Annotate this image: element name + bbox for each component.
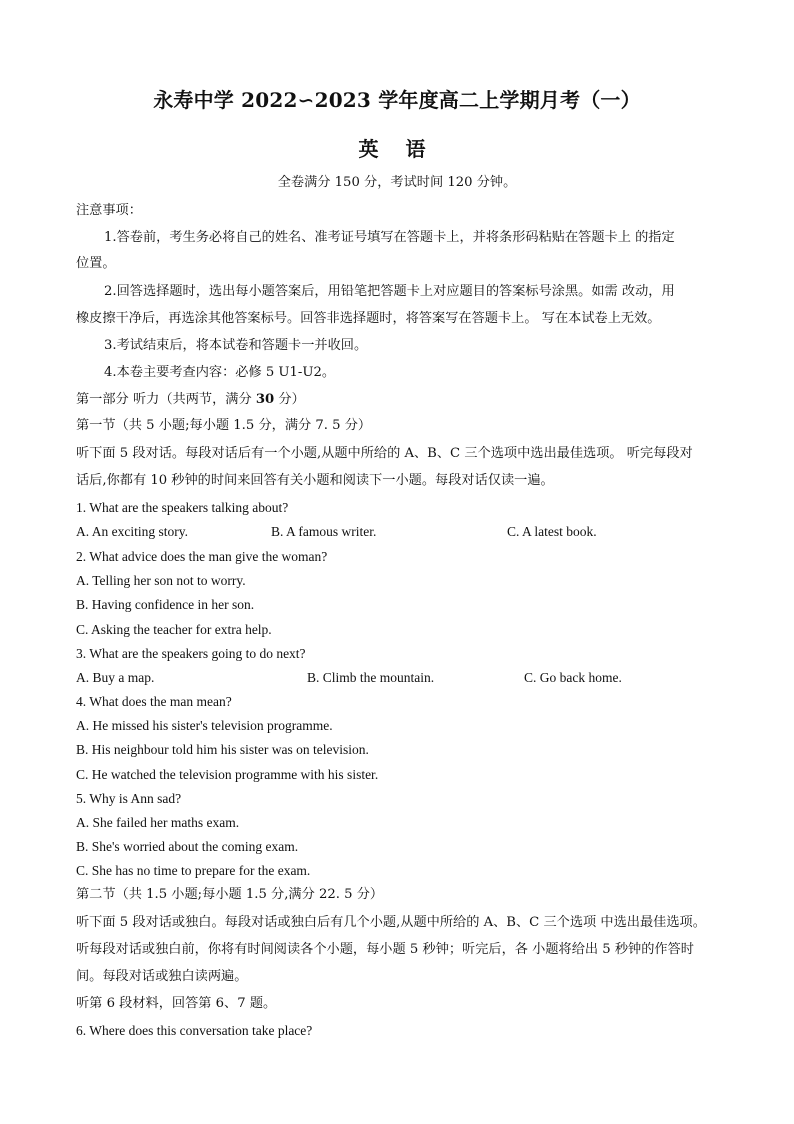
note-item-2-line-2: 橡皮擦干净后，再选涂其他答案标号。回答非选择题时，将答案写在答题卡上。 写在本试卷上无效。 — [76, 311, 661, 326]
section1-instruction-line-2: 话后,你都有 10 秒钟的时间来回答有关小题和阅读下一小题。每段对话仅读一遍。 — [76, 473, 554, 488]
question-1-option-c: C. A latest book. — [507, 524, 597, 539]
question-3-option-c: C. Go back home. — [524, 670, 622, 685]
section1-instruction-line-1: 听下面 5 段对话。每段对话后有一个小题,从题中所给的 A、B、C 三个选项中选出最佳选项。 听完每段对 — [76, 446, 693, 461]
question-1-option-b: B. A famous writer. — [271, 524, 377, 539]
question-1-option-a: A. An exciting story. — [76, 524, 188, 539]
note-item-1-line-2: 位置。 — [76, 256, 116, 271]
question-2-option-c: C. Asking the teacher for extra help. — [76, 622, 272, 637]
part1-score: 30 — [255, 392, 275, 407]
section2-instruction-line-3: 间。每段对话或独白读两遍。 — [76, 969, 248, 984]
exam-title: 永寿中学 2022∽2023 学年度高二上学期月考（一） — [153, 88, 641, 112]
exam-meta: 全卷满分 150 分，考试时间 120 分钟。 — [277, 175, 517, 190]
note-item-2-line-1: 2.回答选择题时，选出每小题答案后，用铅笔把答题卡上对应题目的答案标号涂黑。如需 改动，用 — [104, 284, 675, 299]
question-5-option-a: A. She failed her maths exam. — [76, 815, 240, 830]
question-2-option-b: B. Having confidence in her son. — [76, 597, 255, 612]
note-item-1-line-1: 1.答卷前，考生务必将自己的姓名、准考证号填写在答题卡上，并将条形码粘贴在答题卡上 的指定 — [104, 230, 675, 245]
subject-title: 英 语 — [358, 137, 436, 161]
part1-heading-end: 分） — [274, 392, 305, 407]
question-4-option-a: A. He missed his sister's television programme. — [76, 718, 333, 733]
note-item-4: 4.本卷主要考查内容：必修 5 U1-U2。 — [104, 365, 336, 380]
section2-heading: 第二节（共 1.5 小题;每小题 1.5 分,满分 22. 5 分） — [76, 887, 384, 902]
question-2: 2. What advice does the man give the woman? — [76, 549, 328, 564]
question-4-option-c: C. He watched the television programme with his sister. — [76, 767, 379, 782]
question-4-option-b: B. His neighbour told him his sister was on television. — [76, 742, 369, 757]
question-3-option-a: A. Buy a map. — [76, 670, 155, 685]
question-3: 3. What are the speakers going to do next? — [76, 646, 306, 661]
question-3-option-b: B. Climb the mountain. — [307, 670, 435, 685]
part1-heading-text: 第一部分 听力（共两节，满分 — [76, 392, 256, 407]
question-6: 6. Where does this conversation take place? — [76, 1023, 313, 1038]
question-5-option-c: C. She has no time to prepare for the exam. — [76, 863, 311, 878]
section2-instruction-line-1: 听下面 5 段对话或独白。每段对话或独白后有几个小题,从题中所给的 A、B、C 三个选项 中选出最佳选项。 — [76, 915, 706, 930]
part1-heading — [76, 391, 305, 409]
note-item-3: 3.考试结束后，将本试卷和答题卡一并收回。 — [104, 338, 368, 353]
notes-heading: 注意事项： — [76, 203, 142, 218]
section2-instruction-line-2: 听每段对话或独白前，你将有时间阅读各个小题，每小题 5 秒钟；听完后，各 小题将给出 5 秒钟的作答时 — [76, 942, 694, 957]
material-6-heading: 听第 6 段材料，回答第 6、7 题。 — [76, 996, 277, 1011]
question-1: 1. What are the speakers talking about? — [76, 500, 289, 515]
question-4: 4. What does the man mean? — [76, 694, 232, 709]
section1-heading: 第一节（共 5 小题;每小题 1.5 分，满分 7. 5 分） — [76, 418, 372, 433]
question-5-option-b: B. She's worried about the coming exam. — [76, 839, 299, 854]
question-5: 5. Why is Ann sad? — [76, 791, 182, 806]
question-2-option-a: A. Telling her son not to worry. — [76, 573, 246, 588]
